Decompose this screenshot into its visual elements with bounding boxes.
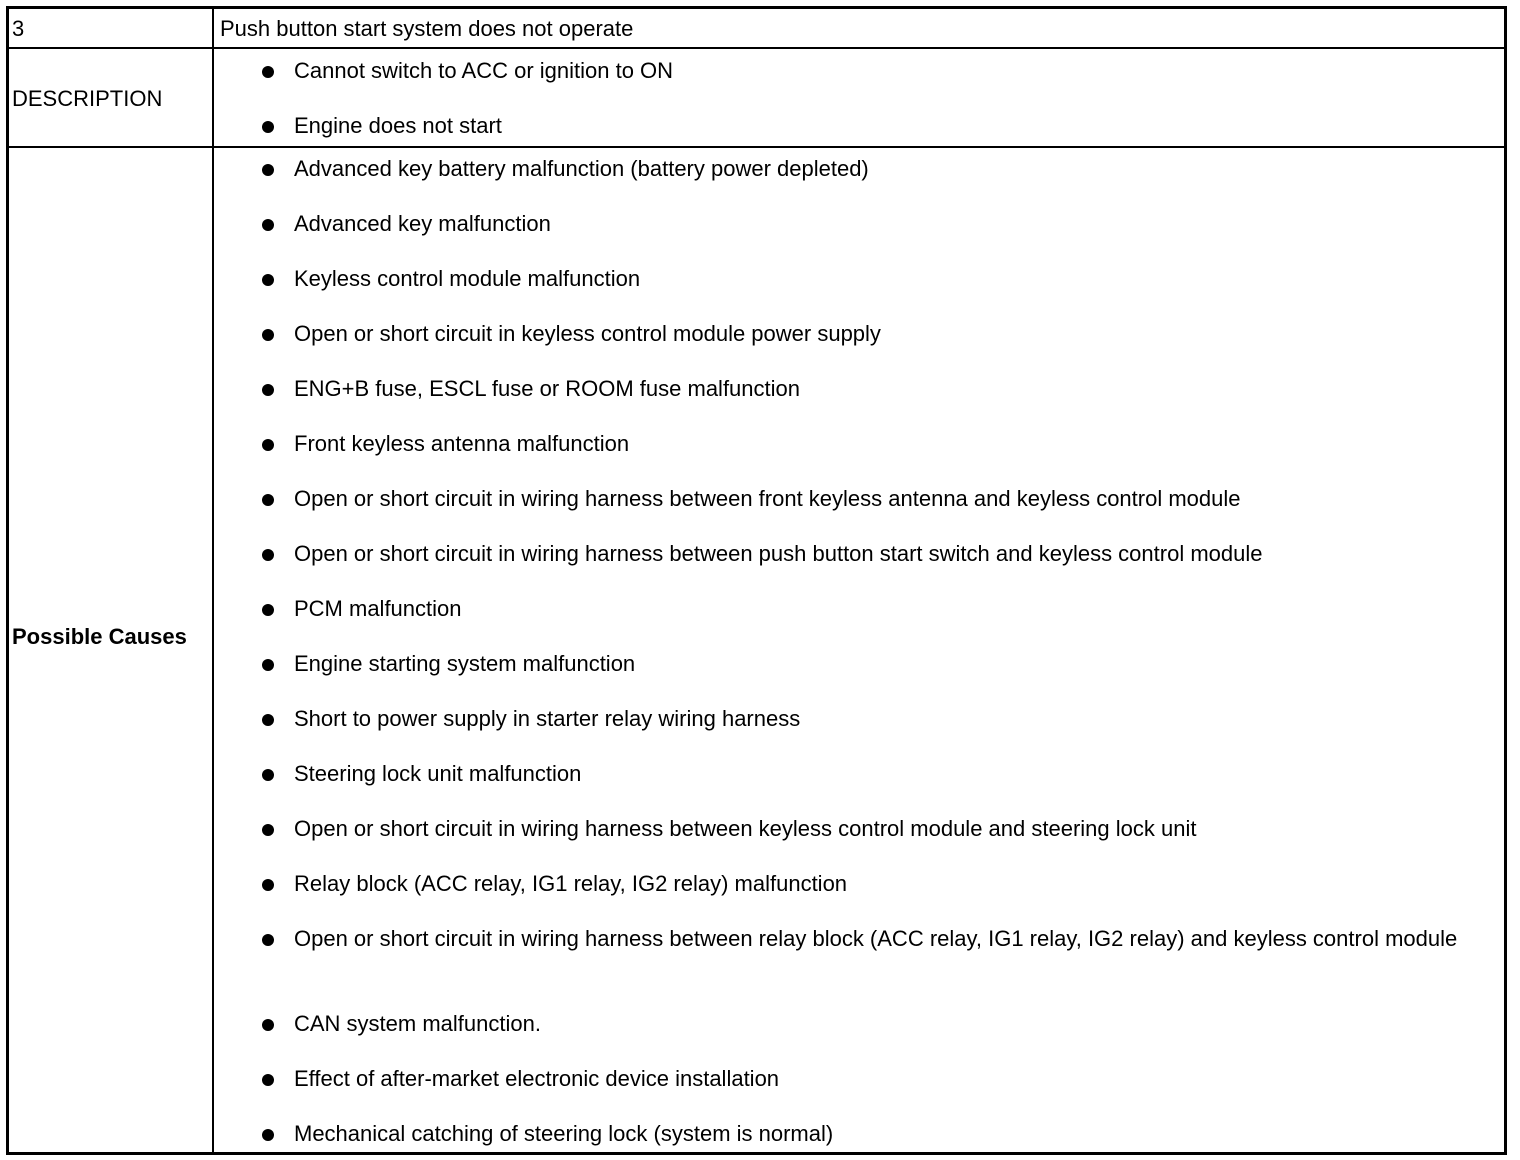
bullet-icon [262,1129,274,1141]
cause-item-text: ENG+B fuse, ESCL fuse or ROOM fuse malfunction [294,376,800,401]
bullet-icon [262,384,274,396]
bullet-icon [262,769,274,781]
cause-item-text: Open or short circuit in keyless control module power supply [294,321,881,346]
bullet-icon [262,934,274,946]
bullet-icon [262,66,274,78]
cause-item-text: Advanced key battery malfunction (battery power depleted) [294,156,869,181]
row-divider-2 [6,146,1507,148]
cause-item-text: CAN system malfunction. [294,1011,541,1036]
bullet-icon [262,164,274,176]
cause-item-text: Effect of after-market electronic device installation [294,1066,780,1091]
cause-item-text: Engine starting system malfunction [294,651,636,676]
bullet-icon [262,274,274,286]
description-item-text: Cannot switch to ACC or ignition to ON [294,58,674,83]
bullet-icon [262,329,274,341]
column-divider [212,6,214,1155]
cause-item-text: Relay block (ACC relay, IG1 relay, IG2 relay) malfunction [294,871,848,896]
cause-item-text: PCM malfunction [294,596,462,621]
cause-item-text: Open or short circuit in wiring harness between front keyless antenna and keyless control module [294,486,1241,511]
bullet-icon [262,549,274,561]
bullet-icon [262,659,274,671]
bullet-icon [262,219,274,231]
bullet-icon [262,879,274,891]
cause-item-text: Open or short circuit in wiring harness between push button start switch and keyless control module [294,541,1263,566]
cause-item-text: Short to power supply in starter relay wiring harness [294,706,801,731]
cause-item-text: Open or short circuit in wiring harness between relay block (ACC relay, IG1 relay, IG2 relay) and keyless control module [294,926,1458,951]
cause-item-text: Advanced key malfunction [294,211,551,236]
bullet-icon [262,439,274,451]
bullet-icon [262,604,274,616]
bullet-icon [262,494,274,506]
cause-item-text: Steering lock unit malfunction [294,761,582,786]
cause-item-text: Front keyless antenna malfunction [294,431,630,456]
description-item-text: Engine does not start [294,113,502,138]
cause-item-text: Open or short circuit in wiring harness between keyless control module and steering lock unit [294,816,1197,841]
bullet-icon [262,714,274,726]
item-number: 3 [12,16,25,41]
row-divider-1 [6,47,1507,49]
item-title: Push button start system does not operate [220,16,634,41]
bullet-icon [262,1074,274,1086]
possible-causes-label: Possible Causes [12,624,187,649]
cause-item-text: Mechanical catching of steering lock (system is normal) [294,1121,834,1146]
bullet-icon [262,121,274,133]
cause-item-text: Keyless control module malfunction [294,266,641,291]
bullet-icon [262,824,274,836]
description-label: DESCRIPTION [12,86,163,111]
bullet-icon [262,1019,274,1031]
